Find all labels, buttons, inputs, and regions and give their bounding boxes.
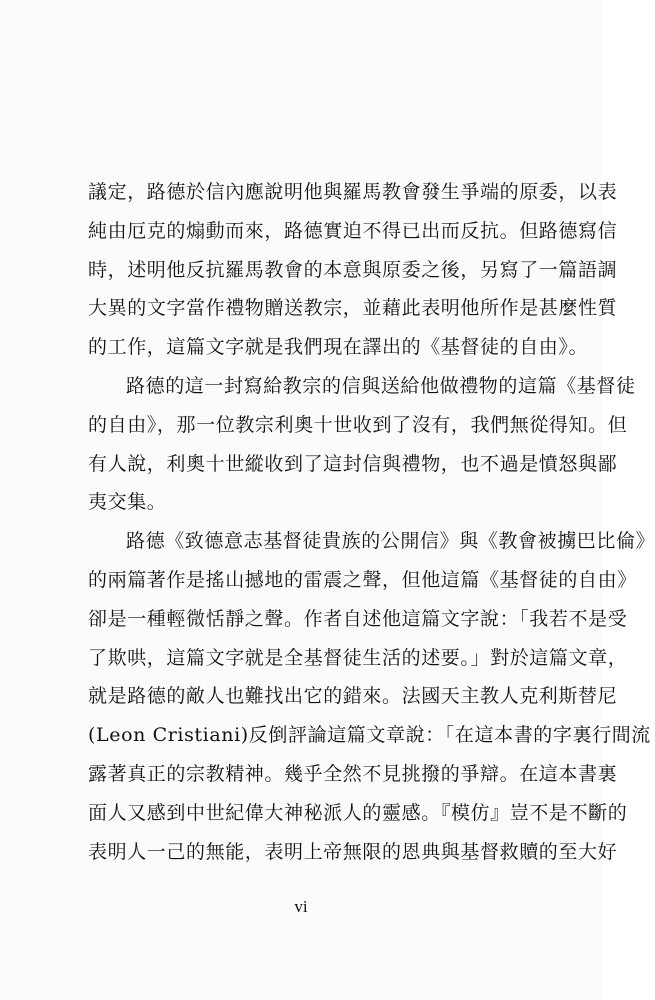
text-line: 純由厄克的煽動而來，路德實迫不得已出而反抗。但路德寫信 <box>88 219 618 242</box>
text-line: 時，述明他反抗羅馬教會的本意與原委之後，另寫了一篇語調 <box>88 258 618 281</box>
text-line: (Leon Cristiani)反倒評論這篇文章說：「在這本書的字裏行間流 <box>88 724 651 747</box>
text-line: 議定，路德於信內應說明他與羅馬教會發生爭端的原委，以表 <box>88 181 618 203</box>
page-number: vi <box>294 897 308 916</box>
text-line: 的工作，這篇文字就是我們現在譯出的《基督徒的自由》。 <box>88 336 589 359</box>
text-line: 大異的文字當作禮物贈送教宗，並藉此表明他所作是甚麼性質 <box>88 297 618 320</box>
text-line: 夷交集。 <box>88 491 167 514</box>
text-line: 面人又感到中世紀偉大神秘派人的靈感。『模仿』豈不是不斷的 <box>88 801 628 824</box>
text-line: 有人說，利奧十世縱收到了這封信與禮物，也不過是憤怒與鄙 <box>88 452 618 475</box>
body-text <box>88 173 655 871</box>
text-line: 路德《致德意志基督徒貴族的公開信》與《教會被擄巴比倫》 <box>126 530 655 553</box>
text-line: 表明人一己的無能，表明上帝無限的恩典與基督救贖的至大好 <box>88 840 618 863</box>
text-line: 卻是一種輕微恬靜之聲。作者自述他這篇文字說：「我若不是受 <box>88 607 628 630</box>
text-line: 了欺哄，這篇文字就是全基督徒生活的述要。」對於這篇文章， <box>88 646 628 669</box>
text-line: 的兩篇著作是搖山撼地的雷震之聲，但他這篇《基督徒的自由》 <box>88 568 637 591</box>
text-line: 的自由》，那一位教宗利奧十世收到了沒有，我們無從得知。但 <box>88 413 628 436</box>
text-line: 就是路德的敵人也難找出它的錯來。法國天主教人克利斯替尼 <box>88 685 618 708</box>
text-line: 露著真正的宗教精神。幾乎全然不見挑撥的爭辯。在這本書裏 <box>88 762 618 785</box>
text-line: 路德的這一封寫給教宗的信與送給他做禮物的這篇《基督徒 <box>126 374 636 397</box>
